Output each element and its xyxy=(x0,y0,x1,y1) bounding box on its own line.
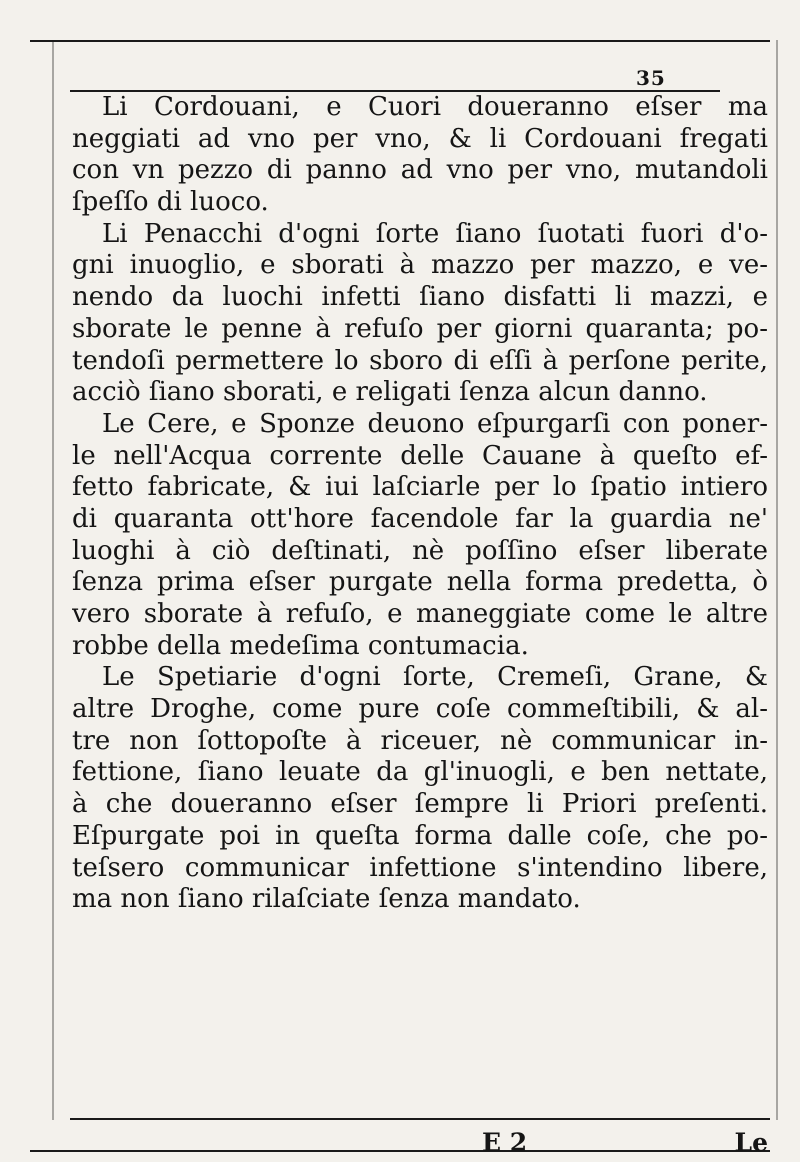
text-line: teſsero communicar infettione s'intendino libere, xyxy=(72,852,768,883)
text-line: Eſpurgate poi in queſta forma dalle coſe, che po- xyxy=(72,820,768,851)
text-line: tre non ſottopoſte à riceuer, nè communicar in- xyxy=(72,725,768,756)
text-line: Li Penacchi d'ogni ſorte ſiano ſuotati fuori d'o- xyxy=(102,218,768,249)
text-line: robbe della medeſima contumacia. xyxy=(72,630,529,661)
left-margin-rule xyxy=(52,40,54,1120)
text-line: fettione, ſiano leuate da gl'inuogli, e ben nettate, xyxy=(72,757,768,788)
text-line: Le Spetiarie d'ogni ſorte, Cremeſi, Grane, & xyxy=(102,662,768,693)
text-line: acciò ſiano sborati, e religati ſenza alcun danno. xyxy=(72,377,708,408)
signature-mark: E 2 xyxy=(482,1128,528,1157)
text-line: con vn pezzo di panno ad vno per vno, mutandoli xyxy=(72,155,768,186)
text-line: di quaranta ott'hore facendole far la guardia ne' xyxy=(72,503,768,534)
text-line: tendoſi permettere lo sboro di eſſi à perſone perite, xyxy=(72,345,768,376)
catchword: Le xyxy=(734,1128,768,1157)
text-line: luoghi à ciò deſtinati, nè poſſino eſser liberate xyxy=(72,535,768,566)
text-line: fetto fabricate, & iui laſciarle per lo ſpatio intiero xyxy=(72,472,768,503)
text-line: Le Cere, e Sponze deuono eſpurgarſi con poner- xyxy=(102,408,768,439)
text-line: vero sborate à refuſo, e maneggiate come le altre xyxy=(72,599,768,629)
right-margin-rule xyxy=(776,40,778,1120)
bottom-text-rule xyxy=(70,1118,770,1120)
text-line: altre Droghe, come pure coſe commeſtibili, & al- xyxy=(72,694,768,725)
text-line: neggiati ad vno per vno, & li Cordouani fregati xyxy=(72,123,768,154)
text-line: ſpeſſo di luoco. xyxy=(72,187,269,218)
text-line: sborate le penne à refuſo per giorni quaranta; po- xyxy=(72,313,768,344)
body-text xyxy=(72,92,768,916)
text-line: nendo da luochi infetti ſiano disfatti li mazzi, e xyxy=(72,282,768,313)
page-number: 35 xyxy=(636,66,666,90)
footer-catchline xyxy=(482,1128,768,1157)
text-line: Li Cordouani, e Cuori doueranno eſser ma xyxy=(102,92,768,122)
text-line: gni inuoglio, e sborati à mazzo per mazzo, e ve- xyxy=(72,250,768,281)
text-line: à che doueranno eſser ſempre li Priori preſenti. xyxy=(72,789,768,820)
top-border-rule xyxy=(30,40,770,42)
text-line: le nell'Acqua corrente delle Cauane à queſto ef- xyxy=(72,440,768,471)
text-line: ma non ſiano rilaſciate ſenza mandato. xyxy=(72,884,581,915)
text-line: ſenza prima eſser purgate nella forma predetta, ò xyxy=(72,567,768,598)
